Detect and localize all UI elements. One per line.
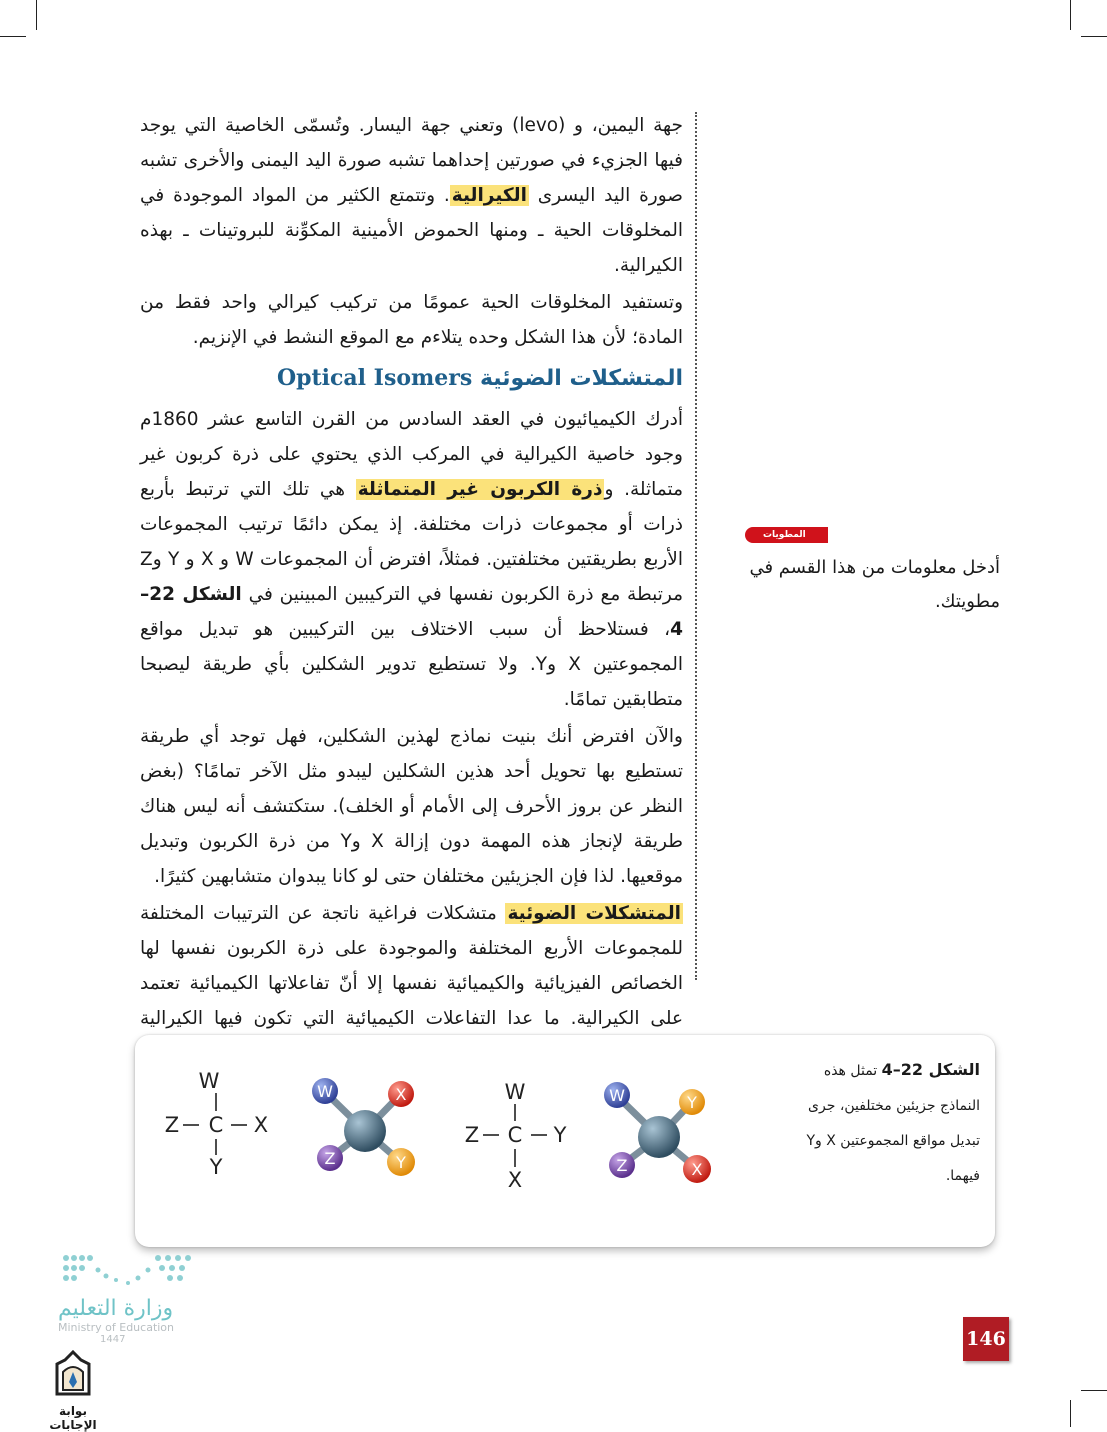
crop-mark: [1070, 0, 1071, 30]
svg-text:X: X: [507, 1168, 523, 1192]
portal-logo: [34, 1350, 112, 1432]
paragraph-5: المتشكلات الضوئية متشكلات فراغية ناتجة عن الترتيبات المختلفة للمجموعات الأربع المختلفة والموجودة على ذرة الكربون نفسها لها الخصائص الفيزيائية والكيميائية نفسها إلا أنّ تفاعلاتها الكيميائية تعتمد على الكيرالية. ما عدا التفاعلات الكيميائية التي تكون فيها الكيرالية: [140, 903, 683, 1029]
foldables-text: أدخل معلومات من هذا القسم في مطويتك.: [749, 557, 1000, 612]
page-number: 146: [963, 1317, 1009, 1361]
crop-mark: [0, 36, 26, 37]
figure-label: الشكل 22–4: [881, 1060, 980, 1079]
column-divider: [695, 112, 697, 980]
ministry-arabic: وزارة التعليم: [58, 1296, 174, 1321]
ball-model-right: [604, 1082, 711, 1183]
crop-mark: [1081, 1390, 1107, 1391]
ministry-year: 1447: [100, 1334, 126, 1345]
figure-illustration: [135, 1035, 795, 1247]
portal-text: بوابة الإجابات: [49, 1404, 97, 1432]
foldables-note: [745, 515, 1000, 619]
foldables-tag: المطويات: [745, 527, 828, 543]
term-highlight: ذرة الكربون غير المتماثلة: [357, 479, 603, 500]
svg-text:Z: Z: [164, 1113, 180, 1137]
svg-text:Y: Y: [687, 1093, 697, 1112]
paragraph-1: جهة اليمين، و (levo) وتعني جهة اليسار. وتُسمّى الخاصية التي يوجد فيها الجزيء في صورتين إحداهما تشبه صورة اليد اليمنى والأخرى تشبه صورة اليد اليسرى الكيرالية. وتتمتع الكثير من المواد الموجودة في المخلوقات الحية ـ ومنها الحموض الأمينية المكوِّنة للبروتينات ـ بهذه الكيرالية.: [140, 115, 683, 276]
main-column: [140, 108, 683, 1073]
section-heading: [140, 361, 683, 396]
svg-text:Z: Z: [616, 1156, 628, 1175]
ministry-logo: [58, 1250, 208, 1345]
svg-text:W: W: [609, 1086, 625, 1105]
ministry-english: Ministry of Education: [58, 1321, 175, 1334]
structural-formula-right: [465, 1080, 567, 1192]
paragraph-3: أدرك الكيميائيون في العقد السادس من القرن التاسع عشر 1860م وجود خاصية الكيرالية في المركب الذي يحتوي على ذرة كربون غير متماثلة. وذرة الكربون غير المتماثلة هي تلك التي ترتبط بأربع ذرات أو مجموعات ذرات مختلفة. إذ يمكن دائمًا ترتيب المجموعات الأربع بطريقتين مختلفتين. فمثلاً، افترض أن المجموعات W و X و Y وZ مرتبطة مع ذرة الكربون نفسها في التركيبين المبينين في الشكل 22–4، فستلاحظ أن سبب الاختلاف بين التركيبين هو تبديل مواقع المجموعتين X وY. ولا تستطيع تدوير الشكلين بأي طريقة ليصبحا متطابقين تمامًا.: [140, 409, 683, 710]
svg-text:W: W: [198, 1069, 220, 1093]
svg-text:Y: Y: [209, 1155, 223, 1179]
lantern-icon: [51, 1350, 95, 1400]
svg-text:X: X: [691, 1160, 703, 1179]
heading-arabic: المتشكلات الضوئية: [479, 366, 683, 391]
term-highlight: المتشكلات الضوئية: [507, 903, 681, 924]
svg-text:Z: Z: [464, 1123, 480, 1147]
figure-reference: الشكل 22–4: [140, 584, 683, 640]
structural-formula-left: [165, 1069, 268, 1179]
figure-caption-text: تمثل هذه النماذج جزيئين مختلفين، جرى تبديل مواقع المجموعتين X وY فيهما.: [806, 1063, 980, 1184]
svg-text:Z: Z: [324, 1149, 336, 1168]
svg-text:W: W: [504, 1080, 526, 1104]
ball-model-left: [312, 1078, 415, 1176]
svg-text:C: C: [208, 1113, 224, 1137]
svg-text:W: W: [317, 1082, 333, 1101]
paragraph-4: والآن افترض أنك بنيت نماذج لهذين الشكلين، فهل توجد أي طريقة تستطيع بها تحويل أحد هذين الشكلين ليبدو مثل الآخر تمامًا؟ (بغض النظر عن بروز الأحرف إلى الأمام أو الخلف). ستكتشف أنه ليس هناك طريقة لإنجاز هذه المهمة دون إزالة X وY من ذرة الكربون وتبديل موقعيها. لذا فإن الجزيئين مختلفان حتى لو كانا يبدوان متشابهين كثيرًا.: [140, 726, 683, 887]
svg-text:X: X: [395, 1085, 407, 1104]
dots-pattern-icon: [58, 1250, 198, 1292]
svg-text:Y: Y: [553, 1123, 567, 1147]
term-highlight: الكيرالية: [451, 185, 527, 206]
figure-caption: [790, 1052, 980, 1194]
crop-mark: [1070, 1400, 1071, 1427]
crop-mark: [36, 0, 37, 30]
crop-mark: [1081, 36, 1107, 37]
paragraph-2: وتستفيد المخلوقات الحية عمومًا من تركيب كيرالي واحد فقط من المادة؛ لأن هذا الشكل وحده يتلاءم مع الموقع النشط في الإنزيم.: [140, 292, 683, 348]
svg-text:C: C: [507, 1123, 523, 1147]
heading-english: Optical Isomers: [276, 365, 473, 391]
svg-text:Y: Y: [396, 1153, 406, 1172]
svg-text:X: X: [253, 1113, 269, 1137]
